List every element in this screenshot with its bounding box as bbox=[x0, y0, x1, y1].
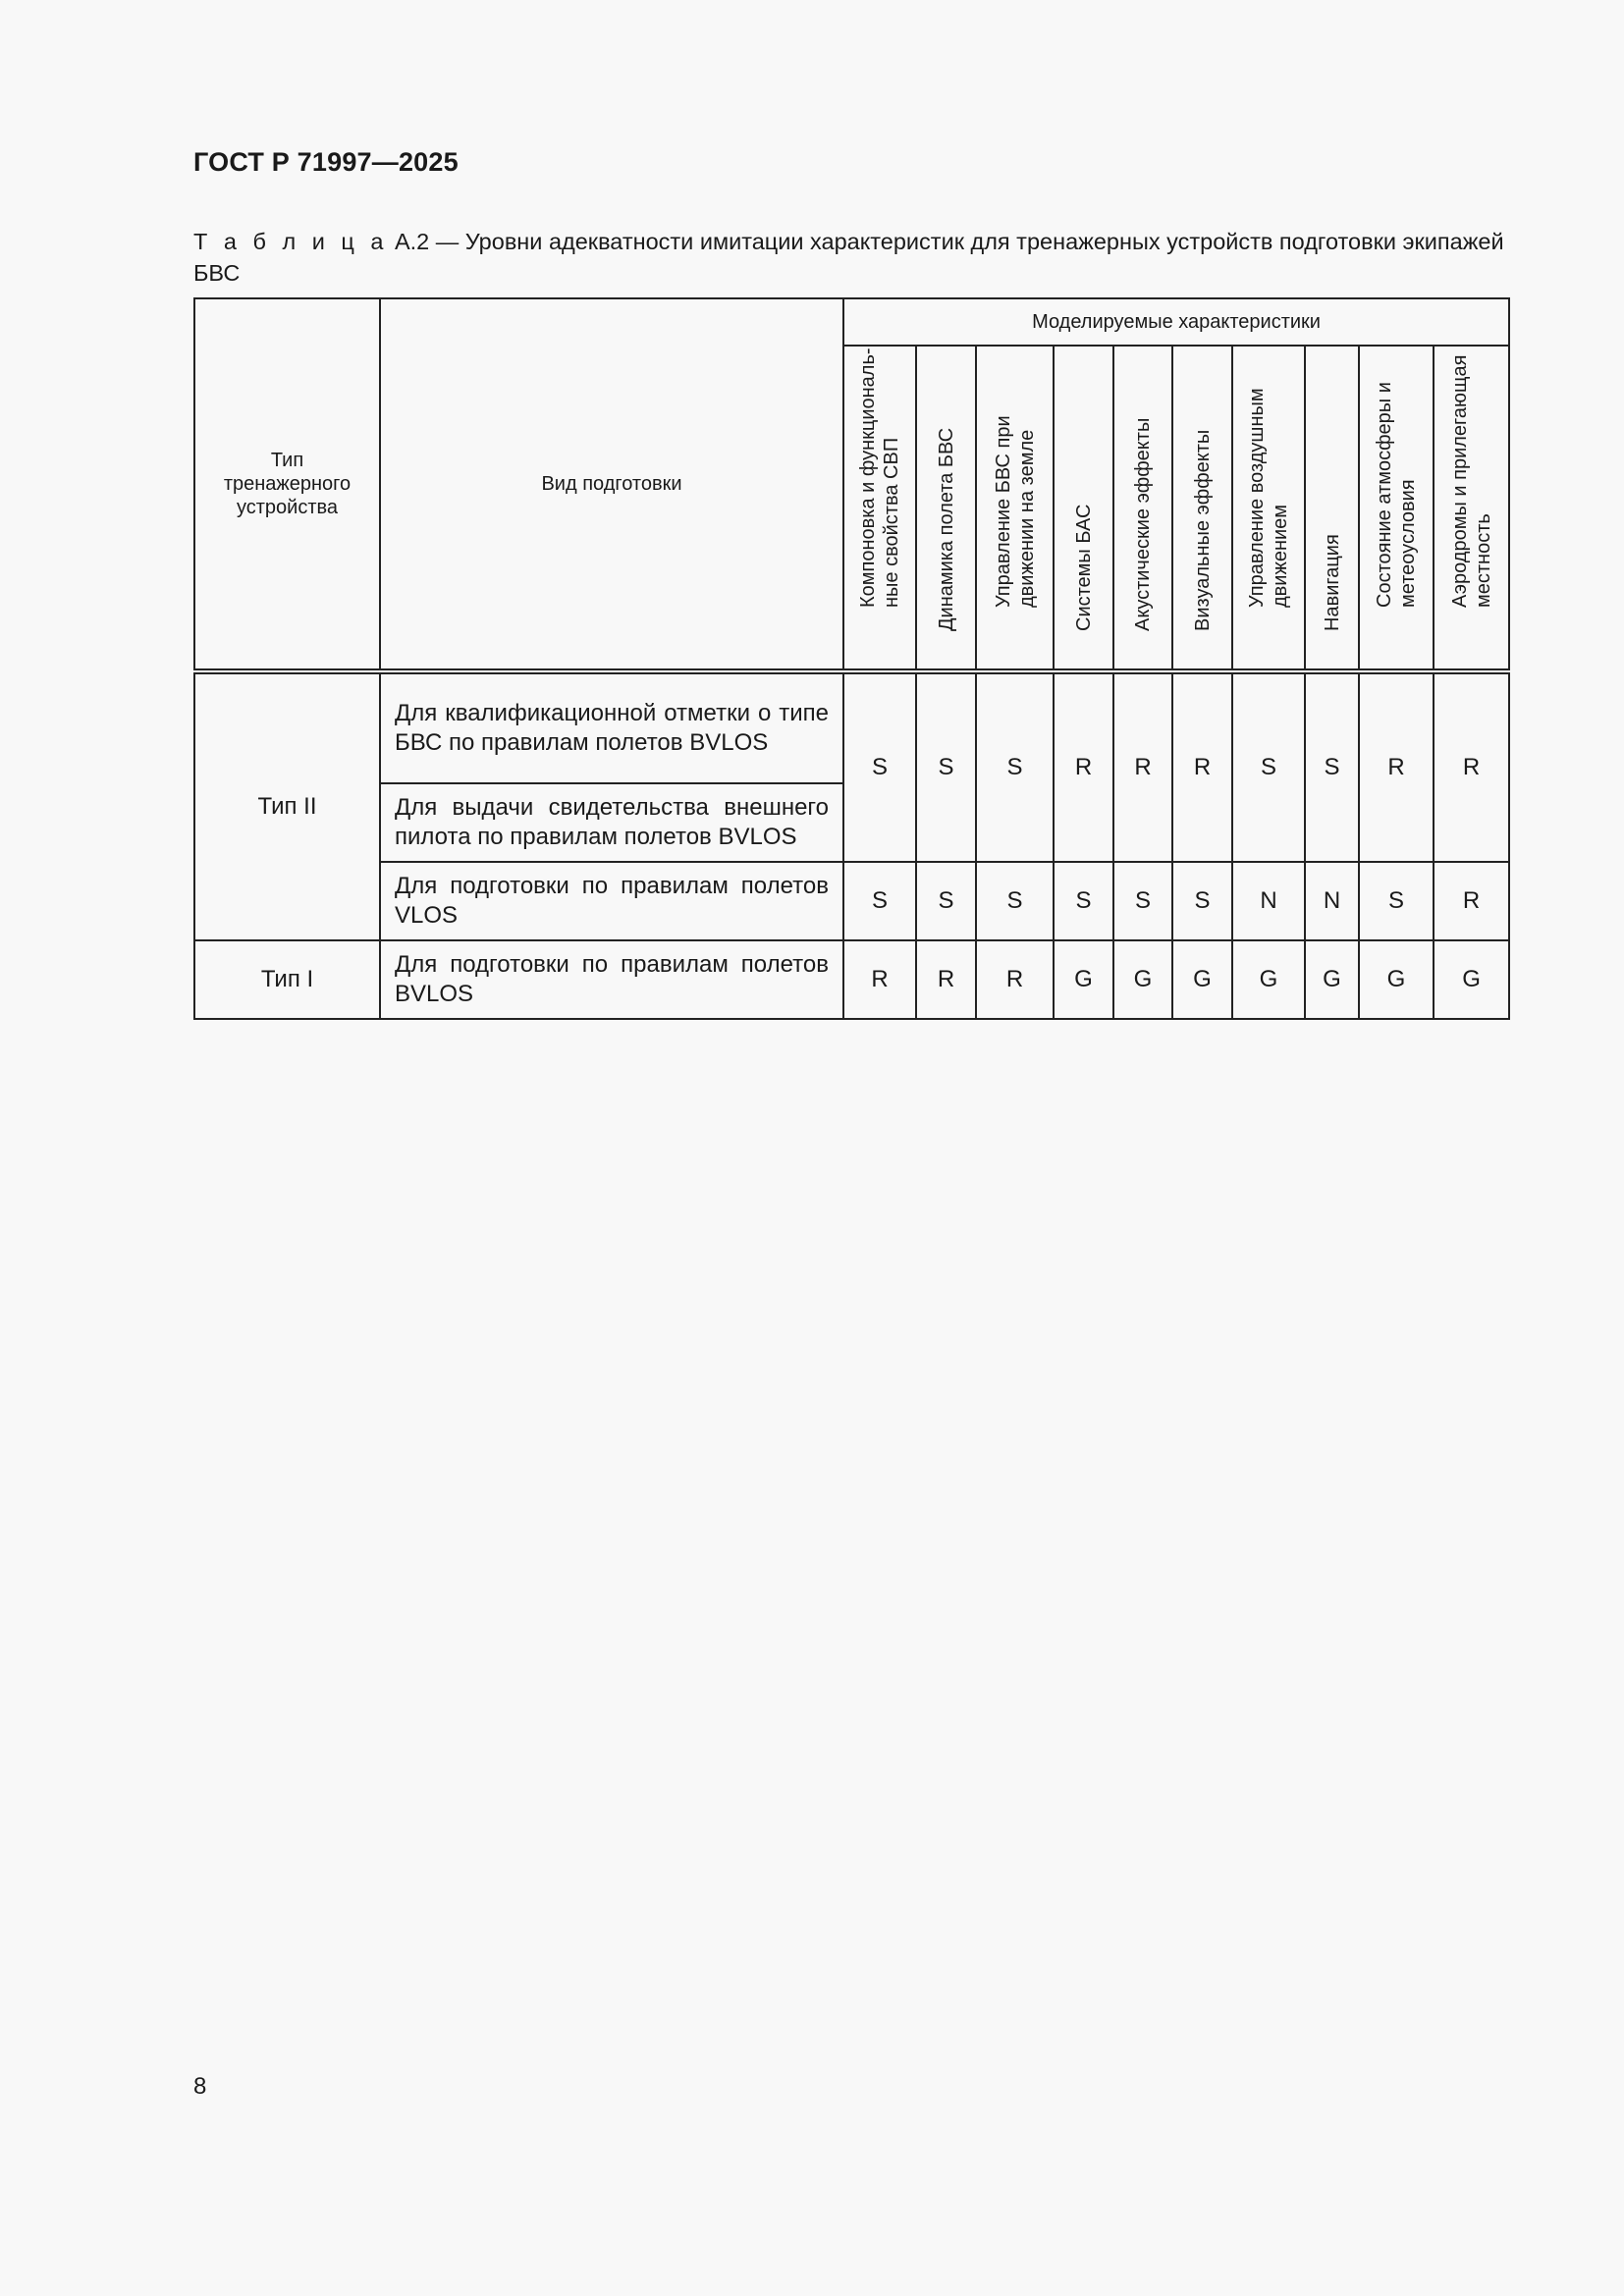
value-cell: R bbox=[1113, 671, 1172, 862]
col-type-header: Тип тренажерного устройства bbox=[194, 298, 380, 671]
characteristic-header bbox=[1054, 346, 1113, 671]
value-cell: G bbox=[1232, 940, 1305, 1019]
value-cell: G bbox=[1172, 940, 1232, 1019]
characteristic-label bbox=[856, 347, 903, 608]
kind-cell: Для квалификационной отметки о типе БВС по правилам полетов BVLOS bbox=[380, 671, 843, 783]
value-cell: S bbox=[1232, 671, 1305, 862]
col-kind-header: Вид подготовки bbox=[380, 298, 843, 671]
characteristic-label bbox=[1448, 355, 1495, 608]
kind-cell: Для подготовки по правилам полетов BVLOS bbox=[380, 940, 843, 1019]
characteristic-label bbox=[1245, 388, 1292, 608]
value-cell: G bbox=[1359, 940, 1434, 1019]
table-row bbox=[194, 862, 1509, 940]
document-header: ГОСТ Р 71997—2025 bbox=[193, 147, 459, 177]
value-cell: S bbox=[976, 671, 1054, 862]
characteristic-label-line: местность bbox=[1472, 513, 1494, 608]
table-caption bbox=[193, 226, 1509, 289]
value-cell: S bbox=[1359, 862, 1434, 940]
characteristics-table bbox=[193, 297, 1510, 1020]
caption-text: — Уровни адекватности имитации характеристик для тренажерных устройств подготовки экипажей БВС bbox=[193, 229, 1504, 286]
characteristic-label bbox=[1072, 505, 1096, 631]
characteristic-header bbox=[976, 346, 1054, 671]
characteristic-label-line: Компоновка и функциональ- bbox=[857, 347, 879, 608]
characteristic-label-line: ные свойства СВП bbox=[881, 437, 902, 608]
kind-cell: Для выдачи свидетельства внешнего пилота по правилам полетов BVLOS bbox=[380, 783, 843, 862]
kind-cell: Для подготовки по правилам полетов VLOS bbox=[380, 862, 843, 940]
characteristic-label bbox=[935, 428, 958, 631]
characteristic-label-line: движением bbox=[1270, 504, 1291, 608]
value-cell: G bbox=[1434, 940, 1509, 1019]
value-cell: S bbox=[843, 862, 916, 940]
value-cell: N bbox=[1232, 862, 1305, 940]
characteristic-label bbox=[992, 415, 1039, 608]
characteristic-label-line: Состояние атмосферы и bbox=[1374, 382, 1395, 608]
value-cell: S bbox=[916, 671, 976, 862]
header-row-group bbox=[194, 298, 1509, 346]
characteristic-label-line: Системы БАС bbox=[1072, 504, 1095, 631]
value-cell: R bbox=[916, 940, 976, 1019]
characteristic-header bbox=[1232, 346, 1305, 671]
characteristic-label bbox=[1131, 418, 1155, 631]
value-cell: R bbox=[1054, 671, 1113, 862]
caption-label: Т а б л и ц а bbox=[193, 229, 389, 254]
value-cell: S bbox=[843, 671, 916, 862]
characteristic-label-line: метеоусловия bbox=[1397, 479, 1419, 608]
value-cell: N bbox=[1305, 862, 1359, 940]
value-cell: R bbox=[1434, 671, 1509, 862]
characteristic-header bbox=[843, 346, 916, 671]
characteristic-label bbox=[1321, 534, 1344, 631]
characteristic-label-line: Динамика полета БВС bbox=[935, 427, 957, 631]
page-number: 8 bbox=[193, 2073, 207, 2100]
characteristic-label-line: Визуальные эффекты bbox=[1191, 429, 1214, 631]
value-cell: S bbox=[1113, 862, 1172, 940]
characteristic-header bbox=[1434, 346, 1509, 671]
group-header: Моделируемые характеристики bbox=[843, 298, 1509, 346]
value-cell: G bbox=[1305, 940, 1359, 1019]
characteristic-label-line: Управление БВС при bbox=[992, 415, 1014, 608]
value-cell: S bbox=[1172, 862, 1232, 940]
characteristic-label-line: движении на земле bbox=[1015, 429, 1038, 608]
value-cell: S bbox=[976, 862, 1054, 940]
caption-number: А.2 bbox=[394, 229, 430, 254]
characteristic-label-line: Управление воздушным bbox=[1246, 388, 1268, 608]
table-row bbox=[194, 671, 1509, 783]
characteristic-header bbox=[1172, 346, 1232, 671]
value-cell: R bbox=[843, 940, 916, 1019]
value-cell: G bbox=[1054, 940, 1113, 1019]
value-cell: R bbox=[1359, 671, 1434, 862]
value-cell: S bbox=[1054, 862, 1113, 940]
value-cell: G bbox=[1113, 940, 1172, 1019]
characteristic-label-line: Акустические эффекты bbox=[1132, 417, 1154, 631]
characteristic-header bbox=[916, 346, 976, 671]
characteristic-label bbox=[1191, 430, 1215, 631]
value-cell: R bbox=[976, 940, 1054, 1019]
table-row bbox=[194, 940, 1509, 1019]
value-cell: R bbox=[1434, 862, 1509, 940]
characteristic-header bbox=[1359, 346, 1434, 671]
type-cell: Тип I bbox=[194, 940, 380, 1019]
characteristic-label-line: Навигация bbox=[1321, 534, 1343, 631]
value-cell: R bbox=[1172, 671, 1232, 862]
characteristic-header bbox=[1305, 346, 1359, 671]
value-cell: S bbox=[916, 862, 976, 940]
characteristic-label-line: Аэродромы и прилегающая bbox=[1448, 354, 1471, 608]
characteristic-label bbox=[1373, 382, 1420, 608]
value-cell: S bbox=[1305, 671, 1359, 862]
characteristic-header bbox=[1113, 346, 1172, 671]
type-cell: Тип II bbox=[194, 671, 380, 940]
